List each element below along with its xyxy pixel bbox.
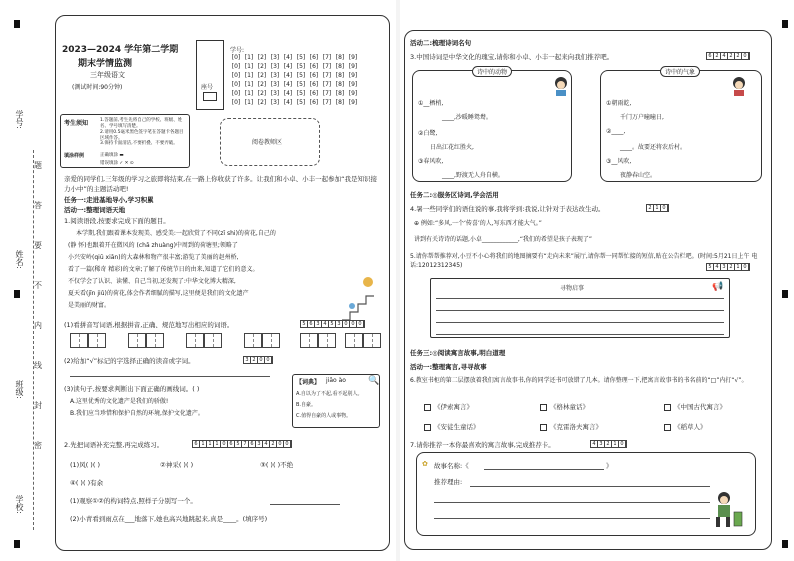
pinyin-box[interactable] [262,333,280,348]
q1-title: 1.阅读语段,按要求完成下面的题目。 [64,217,170,225]
pinyin-box[interactable] [345,333,363,348]
score-cell[interactable]: 0 [661,205,668,211]
story-name-suffix: 》 [606,462,613,470]
score-cell[interactable]: 0 [258,357,265,363]
gutter-class: 班级: [15,380,24,399]
seal-char: 封 [34,401,42,410]
grade-subject: 三年级语文 [90,71,125,79]
score-cell[interactable]: 0 [265,357,272,363]
score-cell[interactable]: 1 [207,441,214,447]
digit-bubble[interactable]: [6] [309,99,319,106]
q2-item: ②神采( )( ) [160,461,194,469]
score-cell[interactable]: 3 [336,321,343,327]
digit-bubble[interactable]: [5] [296,54,306,61]
score-code-q3 [706,52,750,60]
seal-char: 答 [34,201,42,210]
pinyin-box[interactable] [146,333,164,348]
notice-item: 3.保持卡面清洁,不要折叠、不要弄破。 [100,141,178,146]
poem-line: ____,沙暖睡鸳鸯。 [442,114,492,121]
digit-bubble[interactable]: [8] [335,81,345,88]
digit-bubble[interactable]: [4] [283,63,293,70]
passage-line: 小兴安岭(qiū xiān)的大森林和物产很丰富;游览了美丽的赵州桥, [68,254,239,261]
seal-char: 密 [34,441,42,450]
digit-bubble[interactable]: [0] [231,99,241,106]
digit-bubble[interactable]: [0] [231,90,241,97]
checkbox[interactable] [664,404,671,411]
absent-area [60,161,96,168]
student-id-label: 学号: [230,47,245,54]
seal-char: 不 [34,281,42,290]
q1-3a: A.这里优秀的文化遗产是我们的骄傲! [70,398,169,405]
digit-bubble[interactable]: [3] [270,54,280,61]
score-cell[interactable]: 2 [728,264,735,270]
score-cell[interactable]: 2 [251,357,258,363]
task1-heading: 任务一:走进基地导小,学习积累 [64,196,154,204]
score-cell[interactable]: 0 [350,321,357,327]
activity2-heading: 活动二:梳理诗词名句 [410,39,472,47]
digit-bubble[interactable]: [6] [309,90,319,97]
passage-line: 夏天看(jīn jiǔ)的荷花,体会作者细腻的描写,这里便是我们的文化遗产 [68,290,249,297]
digit-bubble[interactable]: [9] [348,90,358,97]
digit-bubble[interactable]: [1] [244,63,254,70]
score-cell[interactable]: 4 [721,53,728,59]
q3-title: 3.中国诗词是中华文化的瑰宝,请你和小卓、小丰一起来向我们推荐吧。 [410,53,614,61]
passage-line: 不仅学会了认识、读懂、自己当初,还发现了:中华文化博大精深, [68,278,236,285]
poem-line: ③__风吹, [606,158,632,165]
passage-line: (静 怀)也跟着开在微风的 (chā zhuàng)中周到的荷塘里;领略了 [68,242,238,249]
poem-card-animals [412,70,572,182]
score-cell[interactable]: 2 [735,53,742,59]
digit-row [230,63,359,70]
pinyin-box[interactable] [363,333,381,348]
score-cell[interactable]: 0 [742,53,749,59]
score-cell[interactable]: 0 [284,441,291,447]
notice-line[interactable] [436,310,724,311]
digit-row [230,90,359,97]
poem-line: ____。故要还将农后村。 [620,144,687,151]
task2-heading: 任务二:◎服务区诗词,学会活用 [410,191,499,199]
reason-line[interactable] [434,518,710,519]
digit-bubble[interactable]: [5] [296,72,306,79]
answer-line[interactable] [270,504,340,505]
seal-char: 要 [34,241,42,250]
score-cell[interactable]: 4 [263,441,270,447]
notice-line[interactable] [436,298,724,299]
gutter-school: 学校: [15,495,24,514]
score-code-q2 [192,440,292,448]
poem-line: ③春风吹, [418,158,444,165]
score-cell[interactable]: 6 [707,53,714,59]
book-title: 《克雷洛夫寓言》 [550,423,602,431]
digit-bubble[interactable]: [5] [296,63,306,70]
digit-bubble[interactable]: [6] [309,81,319,88]
q4-title: 4.暑一些同学们的语住说的事,我将学到:我说,让针对于表达改生动。 [410,205,605,213]
dict-item: A.自以为了不起,看不起别人。 [296,391,363,397]
passage-line: 本学期,我们跟着课本发现美、感受美:一起欣赏了不同(zī shi)的荷花,自己的 [76,230,276,237]
book-title: 《中国古代寓言》 [674,403,726,411]
digit-bubble[interactable]: [8] [335,99,345,106]
digit-bubble[interactable]: [9] [348,99,358,106]
digit-bubble[interactable]: [7] [322,99,332,106]
seal-char: 内 [34,321,42,330]
intro-text: 亲爱的同学们,三年级的学习之旅即将结束,在一路上你收获了许多。让我们和小卓、小丰一起参加“我是知识接力小中”的主题活动吧! [64,175,377,193]
digit-bubble[interactable]: [3] [270,90,280,97]
score-cell[interactable]: 1 [654,205,661,211]
dict-title: 【词典】 [296,379,321,386]
alignment-marker [14,540,20,548]
digit-bubble[interactable]: [8] [335,63,345,70]
notice-line[interactable] [436,322,724,323]
book-option[interactable] [664,422,707,431]
digit-bubble[interactable]: [6] [309,54,319,61]
alignment-marker [782,290,788,298]
digit-bubble[interactable]: [2] [257,54,267,61]
reading-student-illustration [710,490,746,530]
score-cell[interactable]: 0 [619,441,626,447]
digit-bubble[interactable]: [6] [309,63,319,70]
star-icon: ✿ [422,460,428,468]
digit-bubble[interactable]: [1] [244,99,254,106]
notice-line[interactable] [436,334,724,335]
poem-line: 夜静春山空。 [620,172,657,179]
pinyin-box[interactable] [244,333,262,348]
q1-2: (2)给加“√”标记的字选择正确的读音或字词。 [64,357,195,365]
poem-line: 千门万户曈曈日, [620,114,664,121]
book-option[interactable] [664,402,726,411]
poem-line: ①__栖梢, [418,100,444,107]
score-cell[interactable]: 3 [256,441,263,447]
dict-item: C.值得自豪的人或事物。 [296,413,352,419]
score-cell[interactable]: 2 [728,53,735,59]
student-id-grid[interactable] [230,54,359,108]
score-cell[interactable]: 4 [714,264,721,270]
score-cell[interactable]: 2 [714,53,721,59]
digit-bubble[interactable]: [4] [283,54,293,61]
dict-item: B.自豪。 [296,402,317,408]
poem-line: ②____, [606,128,626,135]
score-cell[interactable]: 6 [228,441,235,447]
digit-bubble[interactable]: [0] [231,63,241,70]
digit-bubble[interactable]: [9] [348,63,358,70]
q2-item: ④( )( )有余 [70,479,104,487]
digit-bubble[interactable]: [1] [244,90,254,97]
answer-line[interactable] [70,376,270,377]
seat-input[interactable] [203,92,217,101]
score-code-q7 [590,440,627,448]
q5-title: 5.请你帮帮推荐对,小豆不小心将我们的地图摘要有“走向未来”展厅,请你帮一同帮忙接的短信,贴在公告栏吧。(时间:5月21日上午 电话:12012312345) [410,253,758,269]
book-option[interactable] [424,422,480,431]
pinyin-box[interactable] [204,333,222,348]
megaphone-icon: 📢 [712,282,724,292]
digit-bubble[interactable]: [7] [322,81,332,88]
activity1-heading: 活动一:整理词语天地 [64,206,126,214]
digit-bubble[interactable]: [5] [296,81,306,88]
activity3-heading: 活动一:整理寓言,寻寻故事 [410,363,487,371]
q2-item: (1)风( )( ) [70,461,100,469]
digit-bubble[interactable]: [1] [244,72,254,79]
digit-bubble[interactable]: [2] [257,63,267,70]
digit-bubble[interactable]: [4] [283,90,293,97]
reason-label: 推荐理由: [434,478,463,486]
checkbox[interactable] [424,424,431,431]
digit-row [230,72,359,79]
pinyin-box[interactable] [128,333,146,348]
dict-pinyin: jiāo ào [326,377,346,384]
digit-bubble[interactable]: [7] [322,63,332,70]
digit-bubble[interactable]: [1] [244,54,254,61]
story-name-label: 故事名称:《 [434,462,469,470]
score-code-q1b [243,356,273,364]
pinyin-box[interactable] [186,333,204,348]
digit-bubble[interactable]: [7] [322,54,332,61]
digit-bubble[interactable]: [9] [348,72,358,79]
digit-row [230,99,359,106]
exam-title: 期末学情监测 [78,59,133,69]
digit-row [230,54,359,61]
alignment-marker [782,20,788,28]
digit-bubble[interactable]: [9] [348,54,358,61]
poem-line: 日出江花红胜火, [430,144,474,151]
score-cell[interactable]: 3 [315,321,322,327]
poem-line: ①朝雨乾, [606,100,632,107]
checkbox[interactable] [540,404,547,411]
poem-card-title: 诗中的气象 [660,66,700,77]
q2-item: ③( )( )不绝 [260,461,294,469]
q2-1: (1)观察①②的构词特点,照样子分别写一个。 [70,497,197,505]
q4-example: ⊕ 例如:“多风,一个‘传喜’的人,写东西才能大气。” [414,220,542,227]
digit-bubble[interactable]: [2] [257,81,267,88]
digit-bubble[interactable]: [9] [348,81,358,88]
score-cell[interactable]: 0 [221,441,228,447]
score-cell[interactable]: 1 [735,264,742,270]
q6-title: 6.教室书柜的第二层摆放着我们寓言故事书,你的同学还书可放错了几本。请你整理一下,把寓言故事书的书名前的“□”内打“√”。 [410,377,748,384]
task3-heading: 任务三:◎阅读寓言故事,明白道理 [410,349,506,357]
q1-3b: B.我们应当珍惜和保护自然的环境,保护文化遗产。 [70,410,204,417]
score-code-q4 [646,204,669,212]
score-cell[interactable]: 5 [329,321,336,327]
stairs-illustration [340,272,376,322]
book-title: 《安徒生童话》 [434,423,480,431]
digit-bubble[interactable]: [7] [322,72,332,79]
score-cell[interactable]: 6 [193,441,200,447]
digit-bubble[interactable]: [3] [270,99,280,106]
book-title: 《稻草人》 [674,423,707,431]
digit-row [230,81,359,88]
gutter-name: 姓名: [15,250,24,269]
seat-label: 座号 [201,84,214,91]
digit-bubble[interactable]: [4] [283,72,293,79]
q1-1: (1)看拼音写词语,根据拼音,正确、规范地写出相应的词语。 [64,321,234,329]
score-cell[interactable]: 3 [598,441,605,447]
digit-bubble[interactable]: [5] [296,90,306,97]
pinyin-box[interactable] [300,333,318,348]
book-option[interactable] [424,402,473,411]
digit-bubble[interactable]: [8] [335,90,345,97]
pinyin-box[interactable] [88,333,106,348]
score-cell[interactable]: 6 [249,441,256,447]
score-cell[interactable]: 5 [235,441,242,447]
passage-line: 是美丽的财富。 [68,302,111,309]
right-page [400,0,794,561]
alignment-marker [14,290,20,298]
student-avatar-icon [552,76,570,96]
reason-line[interactable] [434,502,710,503]
q2-title: 2.先把词语补充完整,再完成练习。 [64,441,164,449]
score-cell[interactable]: 3 [721,264,728,270]
checkbox[interactable] [664,424,671,431]
sample-correct: 正确填涂 ▬ [100,153,124,158]
score-code-q1 [300,320,365,328]
score-cell[interactable]: 2 [605,441,612,447]
digit-bubble[interactable]: [2] [257,99,267,106]
lost-notice-title: 寻物启事 [560,285,585,292]
score-cell[interactable]: 1 [612,441,619,447]
digit-bubble[interactable]: [0] [231,54,241,61]
book-title: 《格林童话》 [550,403,589,411]
q4-line: 讲到有关诗诗的话题,小卓____________,“我们的希望是孩子表现了” [414,236,593,243]
digit-bubble[interactable]: [5] [296,99,306,106]
notice-title: 考生须知 [64,120,89,127]
digit-bubble[interactable]: [3] [270,72,280,79]
left-page [0,0,396,561]
book-option[interactable] [540,402,589,411]
score-cell[interactable]: 5 [301,321,308,327]
q7-title: 7.请你推荐一本你最喜欢的寓言故事,完成推荐卡。 [410,441,555,449]
score-cell[interactable]: 6 [308,321,315,327]
digit-bubble[interactable]: [4] [283,81,293,88]
book-option[interactable] [540,422,602,431]
gutter-student-no: 学号: [15,110,24,129]
student-avatar-icon [730,76,748,96]
poem-line: ____,野渡无人舟自横。 [442,172,504,179]
magnifier-icon: 🔍 [368,376,380,386]
seal-char: 题 [34,161,42,170]
marking-zone-label: 阅卷教师区 [252,139,283,146]
passage-line: 看了一篇(稀奇 精彩)的文章;了解了传统节日的由来,知道了它们的意义。 [68,266,259,273]
digit-bubble[interactable]: [8] [335,54,345,61]
score-code-q5 [706,263,750,271]
score-cell[interactable]: 2 [270,441,277,447]
digit-bubble[interactable]: [1] [244,81,254,88]
score-cell[interactable]: 0 [357,321,364,327]
score-cell[interactable]: 1 [214,441,221,447]
year-title: 2023—2024 学年第二学期 [62,45,179,55]
digit-bubble[interactable]: [6] [309,72,319,79]
notice-item: 1.答题前,考生先将自己的学校、班级、姓名、学号填写清楚。 [100,118,183,129]
digit-bubble[interactable]: [2] [257,72,267,79]
pinyin-box[interactable] [70,333,88,348]
alignment-marker [782,540,788,548]
digit-bubble[interactable]: [0] [231,81,241,88]
poem-card-title: 诗中的动物 [472,66,512,77]
score-cell[interactable]: 0 [742,264,749,270]
poem-line: ②白鹭, [418,130,438,137]
score-cell[interactable]: 4 [322,321,329,327]
digit-bubble[interactable]: [3] [270,81,280,88]
sample-label: 填涂样例 [64,153,85,159]
time-note: (测试时间:90分钟) [72,84,123,91]
score-cell[interactable]: 5 [707,264,714,270]
score-cell[interactable]: 1 [200,441,207,447]
alignment-marker [14,20,20,28]
q2-2: (2)小青看到雨点在___地落下,她也高兴地跳起来,真是____。(填序号) [70,515,268,523]
digit-bubble[interactable]: [0] [231,72,241,79]
digit-bubble[interactable]: [8] [335,72,345,79]
score-cell[interactable]: 4 [591,441,598,447]
pinyin-box[interactable] [318,333,336,348]
q1-3: (3)读句子,按要求判断出下面正确的画线词。( ) [64,385,200,393]
digit-bubble[interactable]: [3] [270,63,280,70]
score-cell[interactable]: 0 [343,321,350,327]
story-name-input[interactable] [484,469,604,470]
digit-bubble[interactable]: [2] [257,90,267,97]
checkbox[interactable] [424,404,431,411]
reason-line[interactable] [470,486,710,487]
seal-char: 线 [34,361,42,370]
book-title: 《伊索寓言》 [434,403,473,411]
score-cell[interactable]: 7 [242,441,249,447]
score-cell[interactable]: 0 [277,441,284,447]
digit-bubble[interactable]: [4] [283,99,293,106]
score-cell[interactable]: 2 [647,205,654,211]
digit-bubble[interactable]: [7] [322,90,332,97]
notice-item: 2.请用0.5毫米黑色签字笔在答题卡各题目区域作答。 [100,130,184,141]
score-cell[interactable]: 3 [244,357,251,363]
checkbox[interactable] [540,424,547,431]
sample-wrong: 错误填涂 ✓ ✕ ⊙ [100,161,134,166]
